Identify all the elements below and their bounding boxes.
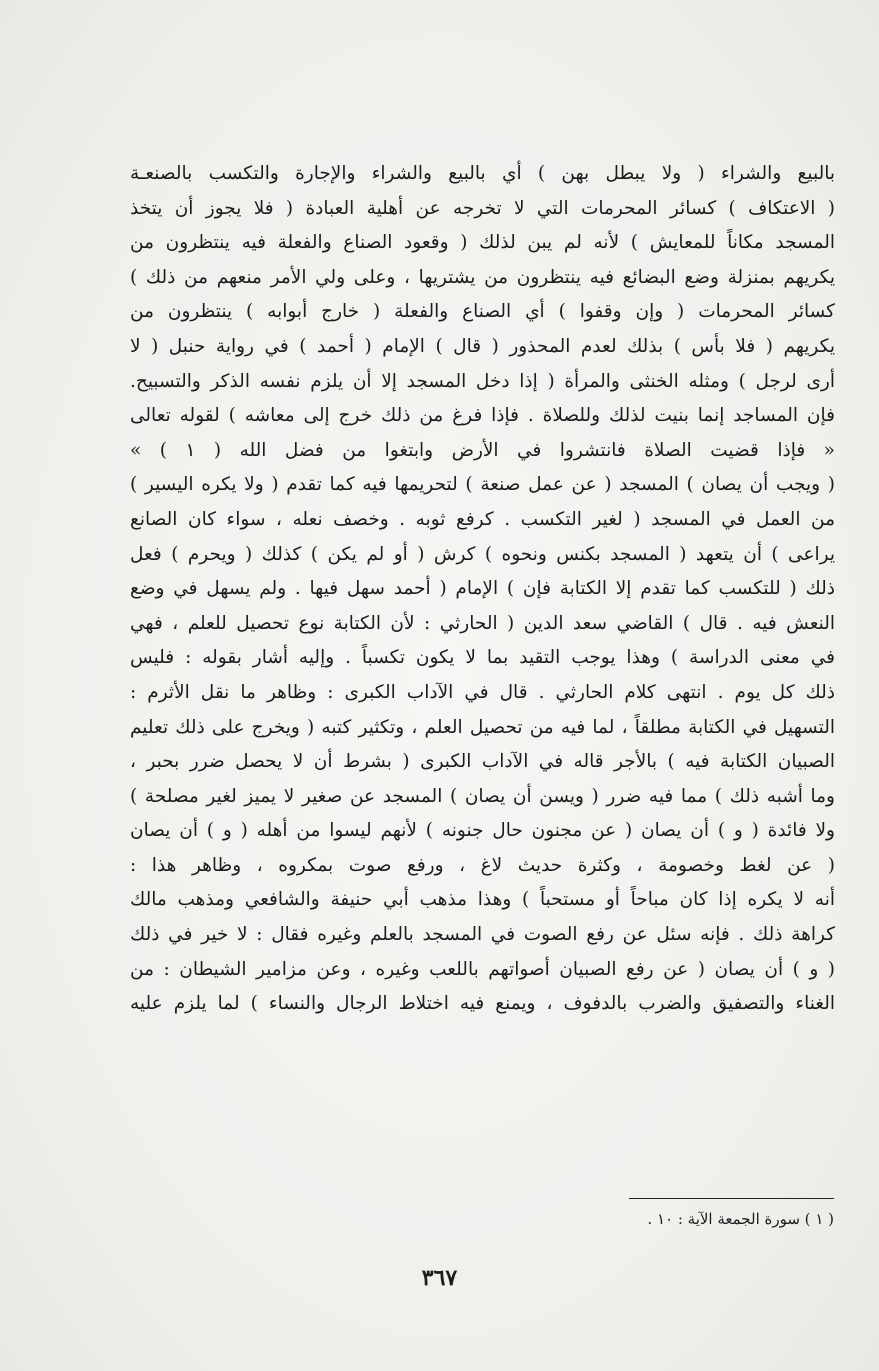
text-line: ذلك ( للتكسب كما تقدم إلا الكتابة فإن ) الإمام ( أحمد سهل فيها . ولم يسهل في وضع [130, 578, 835, 600]
text-line: كراهة ذلك . فإنه سئل عن رفع الصوت في المسجد بالعلم وغيره فقال : لا خير في ذلك [130, 924, 835, 946]
text-line: ( و ) أن يصان ( عن رفع الصبيان أصواتهم باللعب وغيره ، وعن مزامير الشيطان : من [130, 958, 835, 980]
text-line: بالبيع والشراء ( ولا يبطل بهن ) أي بالبيع والشراء والإجارة والتكسب بالصنعـة [130, 163, 835, 184]
footnote: ( ١ ) سورة الجمعة الآية : ١٠ . [647, 1210, 834, 1228]
text-line: المسجد مكاناً للمعايش ) لأنه لم يبن لذلك ( وقعود الصناع والفعلة فيه ينتظرون من [130, 232, 835, 254]
text-line: يكريهم ( فلا بأس ) بذلك لعدم المحذور ( قال ) الإمام ( أحمد ) في رواية حنبل ( لا [130, 335, 835, 357]
text-line: التسهيل في الكتابة مطلقاً ، لما فيه من تحصيل العلم ، وتكثير كتبه ( ويخرج على ذلك تعليم [130, 716, 835, 738]
footnote-separator [629, 1198, 834, 1199]
text-line: أرى لرجل ) ومثله الخنثى والمرأة ( إذا دخل المسجد إلا أن يلزم نفسه الذكر والتسبيح. [130, 370, 835, 392]
text-line: النعش فيه . قال ) القاضي سعد الدين ( الحارثي : لأن الكتابة نوع تحصيل للعلم ، فهي [130, 612, 835, 634]
body-text [130, 157, 835, 1022]
text-line: « فإذا قضيت الصلاة فانتشروا في الأرض وابتغوا من فضل الله ( ١ ) » [130, 439, 835, 461]
text-line: يكريهم بمنزلة وضع البضائع فيه ينتظرون من يشتريها ، وعلى ولي الأمر منعهم من ذلك ) [130, 266, 835, 288]
text-line: كسائر المحرمات ( وإن وقفوا ) أي الصناع والفعلة ( خارج أبوابه ) ينتظرون من [130, 301, 835, 323]
text-line: ذلك كل يوم . انتهى كلام الحارثي . قال في الآداب الكبرى : وظاهر ما نقل الأثرم : [130, 681, 835, 703]
page-number: ٣٦٧ [421, 1265, 458, 1291]
text-line: أنه لا يكره إذا كان مباحاً أو مستحباً ) وهذا مذهب أبي حنيفة والشافعي ومذهب مالك [130, 889, 835, 911]
text-line: فإن المساجد إنما بنيت لذلك وللصلاة . فإذا فرغ من ذلك خرج إلى معاشه ) لقوله تعالى [130, 405, 835, 427]
text-line: في معنى الدراسة ) وهذا يوجب التقيد بما لا يكون تكسباً . وإليه أشار بقوله : فليس [130, 647, 835, 669]
text-line: الصبيان الكتابة فيه ) بالأجر قاله في الآداب الكبرى ( بشرط أن لا يحصل ضرر بحبر ، [130, 751, 835, 773]
text-line: من العمل في المسجد ( لغير التكسب . كرفع ثوبه . وخصف نعله ، سواء كان الصانع [130, 508, 835, 530]
text-line: الغناء والتصفيق والضرب بالدفوف ، ويمنع فيه اختلاط الرجال والنساء ) لما يلزم عليه [130, 993, 835, 1015]
text-line: ( ويجب أن يصان ) المسجد ( عن عمل صنعة ) لتحريمها فيه كما تقدم ( ولا يكره اليسير ) [130, 474, 835, 496]
text-line: يراعى ) أن يتعهد ( المسجد بكنس ونحوه ) كرش ( أو لم يكن ) كذلك ( ويحرم ) فعل [130, 543, 835, 565]
text-line: ( الاعتكاف ) كسائر المحرمات التي لا تخرجه عن أهلية العبادة ( فلا يجوز أن يتخذ [130, 197, 835, 219]
text-line: وما أشبه ذلك ) مما فيه ضرر ( ويسن أن يصان ) المسجد عن صغير لا يميز لغير مصلحة ) [130, 785, 835, 807]
text-line: ولا فائدة ( و ) أن يصان ( عن مجنون حال جنونه ) لأنهم ليسوا من أهله ( و ) أن يصان [130, 820, 835, 842]
text-line: ( عن لغط وخصومة ، وكثرة حديث لاغ ، ورفع صوت بمكروه ، وظاهر هذا : [130, 854, 835, 876]
